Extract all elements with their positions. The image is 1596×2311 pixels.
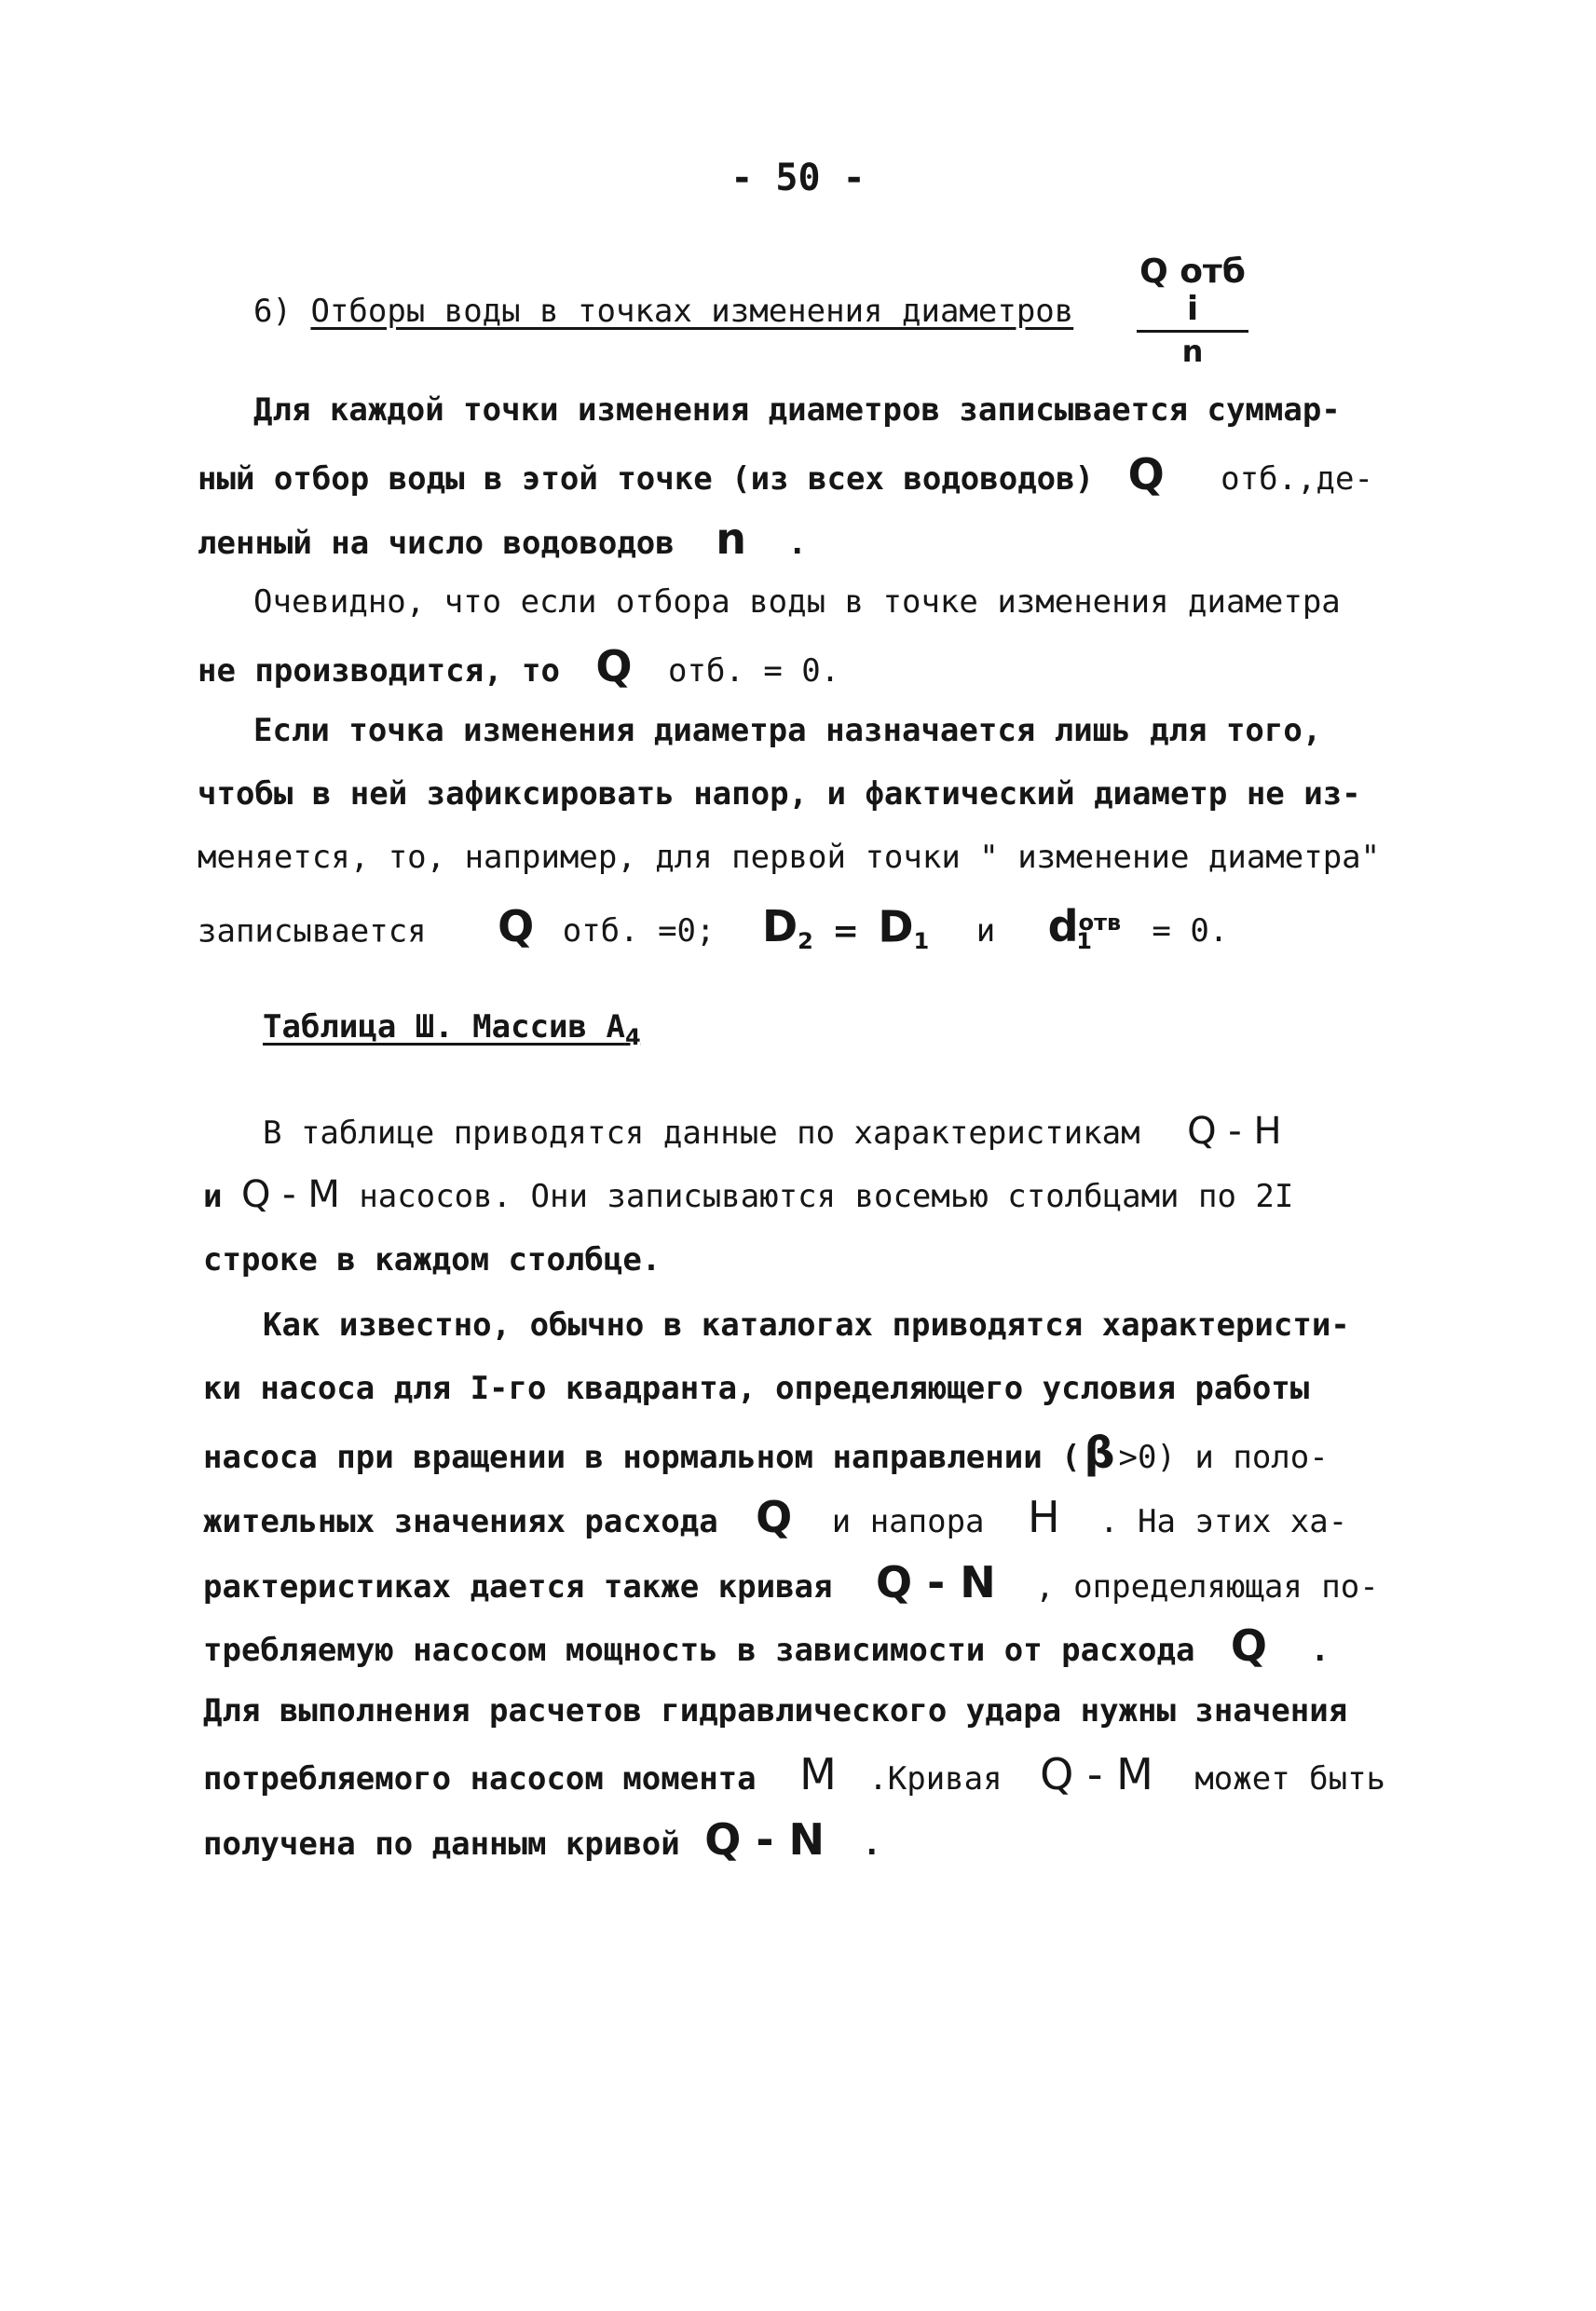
d2-subscript: 2 (798, 928, 813, 955)
symbol-d1: D (878, 901, 914, 952)
symbol-q: Q (595, 641, 633, 691)
para4-line1 (263, 1111, 1282, 1154)
symbol-q-m: Q - M (1040, 1749, 1153, 1799)
symbol-q-n: Q - N (704, 1814, 825, 1865)
conjunction-and: и (975, 912, 996, 950)
table-heading-subscript: 4 (624, 1023, 641, 1050)
para5-line8-text: потребляемого насосом момента (203, 1760, 757, 1798)
para3-line2: чтобы в ней зафиксировать напор, и фактический диаметр не из- (198, 775, 1361, 813)
para4-line3: строке в каждом столбце. (203, 1241, 662, 1279)
para5-line3-end: >0) и поло- (1118, 1439, 1329, 1476)
symbol-q-h: Q - H (1187, 1110, 1282, 1153)
symbol-m: M (799, 1749, 837, 1799)
para1-line3 (198, 513, 807, 564)
symbol-q: Q (756, 1492, 793, 1542)
para1-line1: Для каждой точки изменения диаметров записывается суммар- (253, 391, 1341, 429)
symbol-q: Q (498, 901, 535, 952)
table-heading-text: Таблица Ш. Массив А (263, 1008, 625, 1046)
para5-line8-curve: .Кривая (868, 1760, 1003, 1798)
symbol-q: Q (1127, 449, 1165, 499)
para5-line5 (203, 1557, 1379, 1607)
symbol-h: H (1028, 1492, 1060, 1542)
para5-line3-text: насоса при вращении в нормальном направлении ( (203, 1439, 1081, 1476)
para5-line6-text: требляемую насосом мощность в зависимости от расхода (203, 1632, 1195, 1669)
symbol-d-otv: d (1047, 901, 1079, 952)
para5-line6-end: . (1310, 1632, 1330, 1669)
para5-line4-mid: и напора (831, 1503, 985, 1540)
symbol-q-m: Q - M (240, 1173, 340, 1216)
para1-line3-text: ленный на число водоводов (198, 525, 675, 562)
para5-line7: Для выполнения расчетов гидравлического удара нужны значения (203, 1692, 1348, 1730)
q-otb-zero: отб. =0; (562, 912, 716, 950)
para5-line3 (203, 1428, 1329, 1478)
para5-line9-text: получена по данным кривой (203, 1826, 680, 1863)
equals-sign: = (832, 912, 859, 950)
para5-line2: ки насоса для I-го квадранта, определяющего условия работы (203, 1370, 1310, 1407)
para5-line4-end: . На этих ха- (1099, 1503, 1348, 1540)
para5-line8 (203, 1749, 1386, 1799)
page-number: - 50 - (730, 157, 866, 199)
symbol-beta: β (1084, 1428, 1115, 1478)
para3-line3: меняется, то, например, для первой точки " изменение диаметра" (198, 839, 1381, 876)
para4-line2-and: и (203, 1178, 223, 1215)
symbol-d2: D (761, 901, 798, 952)
para3-line1: Если точка изменения диаметра назначается лишь для того, (253, 712, 1322, 749)
para5-line5-end: , определяющая по- (1035, 1568, 1379, 1606)
para2-line2-end: отб. = 0. (668, 652, 840, 690)
section-title: Отборы воды в точках изменения диаметров (310, 293, 1074, 330)
para4-line2 (203, 1174, 1293, 1217)
para5-line9-end: . (862, 1826, 881, 1863)
fraction-q-otb-over-n (1137, 253, 1248, 368)
d1-subscript: 1 (913, 928, 930, 955)
section-number: 6) (253, 293, 292, 330)
para5-line6 (203, 1620, 1330, 1671)
para3-line4-text: записывается (198, 912, 427, 950)
para2-line2-text: не производится, то (198, 652, 560, 690)
para5-line4-text: жительных значениях расхода (203, 1503, 718, 1540)
d-otv-superscript: отв (1078, 909, 1122, 936)
para5-line4 (203, 1492, 1348, 1542)
para1-line3-end: . (787, 525, 807, 562)
para4-line2-text: насосов. Они записываются восемью столбцами по 2I (359, 1178, 1294, 1215)
para1-line2 (198, 449, 1373, 499)
para1-line2-text: ный отбор воды в этой точке (из всех водоводов) (198, 460, 1095, 498)
para2-line2 (198, 641, 840, 691)
fraction-bar (1137, 330, 1248, 333)
para4-line1-text: В таблице приводятся данные по характеристикам (263, 1114, 1140, 1152)
symbol-q-n: Q - N (876, 1557, 996, 1607)
para1-line2-end: отб.,де- (1221, 460, 1373, 498)
equals-zero: = 0. (1152, 912, 1229, 950)
para5-line5-text: рактеристиках дается также кривая (203, 1568, 833, 1606)
fraction-numerator: Q отб i (1139, 253, 1246, 328)
symbol-q: Q (1230, 1620, 1268, 1671)
d-otv-subscript: 1 (1076, 928, 1092, 955)
symbol-n: n (716, 513, 746, 564)
para3-line4 (198, 902, 1228, 962)
para5-line1: Как известно, обычно в каталогах приводятся характеристи- (263, 1306, 1350, 1344)
para5-line8-end: может быть (1194, 1760, 1386, 1798)
section-6-heading (253, 291, 1073, 332)
fraction-denominator: n (1181, 334, 1204, 369)
para2-line1: Очевидно, что если отбора воды в точке изменения диаметра (253, 583, 1341, 621)
para5-line9 (203, 1814, 881, 1865)
table-3-heading (263, 1006, 641, 1058)
